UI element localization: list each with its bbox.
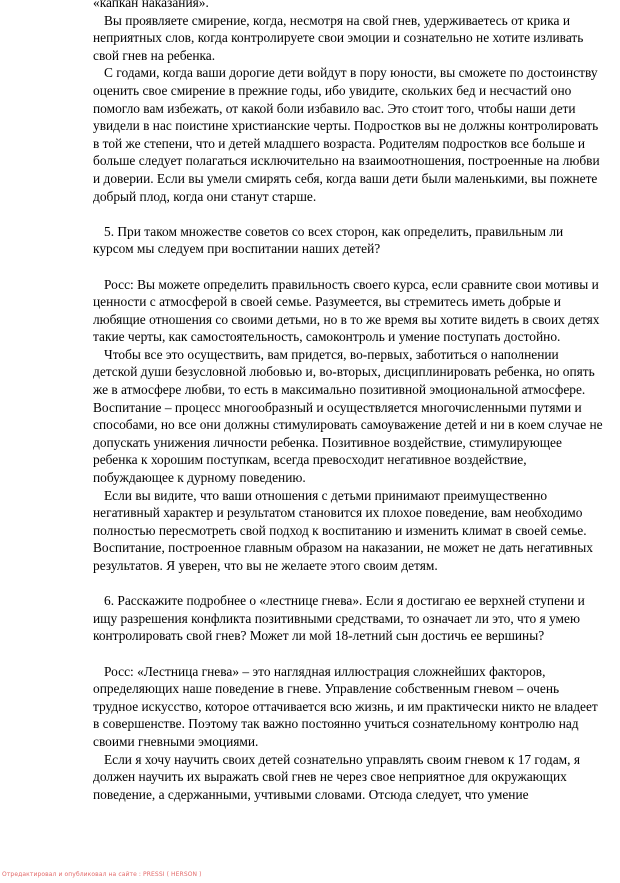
- answer-paragraph: Росс: Вы можете определить правильность своего курса, если сравните свои мотивы и ценности с атмосферой в своей семье. Разумеется, вы стремитесь иметь добрые и любящие отношения со своими детьми, но в то же время вы хотите видеть в своих детях такие черты, как самостоятельность, самоконтроль и умение поступать достойно.: [93, 276, 600, 345]
- paragraph: С годами, когда ваши дорогие дети войдут в пору юности, вы сможете по достоинству оценить свое смирение в прежние годы, ибо увидите, скольких бед и несчастий оно помогло вам избежать, от какой боли избавило вас. Это стоит того, чтобы наши дети увидели в нас поистине христианские черты. Подростков вы не должны контролировать в той же степени, что и детей младшего возраста. Родителям подростков все больше и больше следует полагаться исключительно на взаимоотношения, построенные на любви и доверии. Если вы умели смирять себя, когда ваши дети были маленькими, вы пожнете добрый плод, когда они станут старше.: [93, 65, 600, 204]
- paragraph: Вы проявляете смирение, когда, несмотря на свой гнев, удерживаетесь от крика и неприятных слов, когда контролируете свои эмоции и сознательно не хотите изливать свой гнев на ребенка.: [93, 12, 584, 63]
- paragraph: Если вы видите, что ваши отношения с детьми принимают преимущественно негативный характер и результатом становится их плохое поведение, вам необходимо полностью пересмотреть свой подход к воспитанию и изменить климат в своей семье. Воспитание, построенное главным образом на наказании, не может не дать негативных результатов. Я уверен, что вы не желаете этого своим детям.: [93, 487, 593, 573]
- question-5: 5. При таком множестве советов со всех сторон, как определить, правильным ли курсом мы следуем при воспитании наших детей?: [93, 223, 564, 257]
- paragraph: Чтобы все это осуществить, вам придется, во-первых, заботиться о наполнении детской души безусловной любовью и, во-вторых, дисциплинировать ребенка, но опять же в атмосфере любви, то есть в максимально позитивной эмоциональной атмосфере. Воспитание – процесс многообразный и осуществляется многочисленными путями и способами, но все они должны стимулировать самоуважение детей и ни в коем случае не допускать унижения личности ребенка. Позитивное воздействие, стимулирующее ребенка к хорошим поступкам, всегда превосходит негативное воздействие, побуждающее к дурному поведению.: [93, 346, 603, 486]
- publisher-footer: Отредактировал и опубликовал на сайте : PRESSI ( HERSON ): [2, 871, 202, 878]
- paragraph-fragment: «капкан наказания».: [93, 0, 209, 10]
- paragraph: Если я хочу научить своих детей сознательно управлять своим гневом к 17 годам, я должен научить их выражать свой гнев не через свое неприятное для окружающих поведение, а сдержанными, учтивыми словами. Отсюда следует, что умение: [93, 751, 580, 802]
- question-6: 6. Расскажите подробнее о «лестнице гнева». Если я достигаю ее верхней ступени и ищу разрешения конфликта позитивными средствами, то означает ли это, что я умею контролировать свой гнев? Может ли мой 18-летний сын достичь ее вершины?: [93, 593, 585, 644]
- answer-paragraph: Росс: «Лестница гнева» – это наглядная иллюстрация сложнейших факторов, определяющих наше поведение в гневе. Управление собственным гневом – очень трудное искусство, которое оттачивается всю жизнь, и им практически никто не владеет в совершенстве. Поэтому так важно постоянно учиться сознательному контролю над своими гневными эмоциями.: [93, 663, 598, 749]
- body-text: [93, 0, 605, 803]
